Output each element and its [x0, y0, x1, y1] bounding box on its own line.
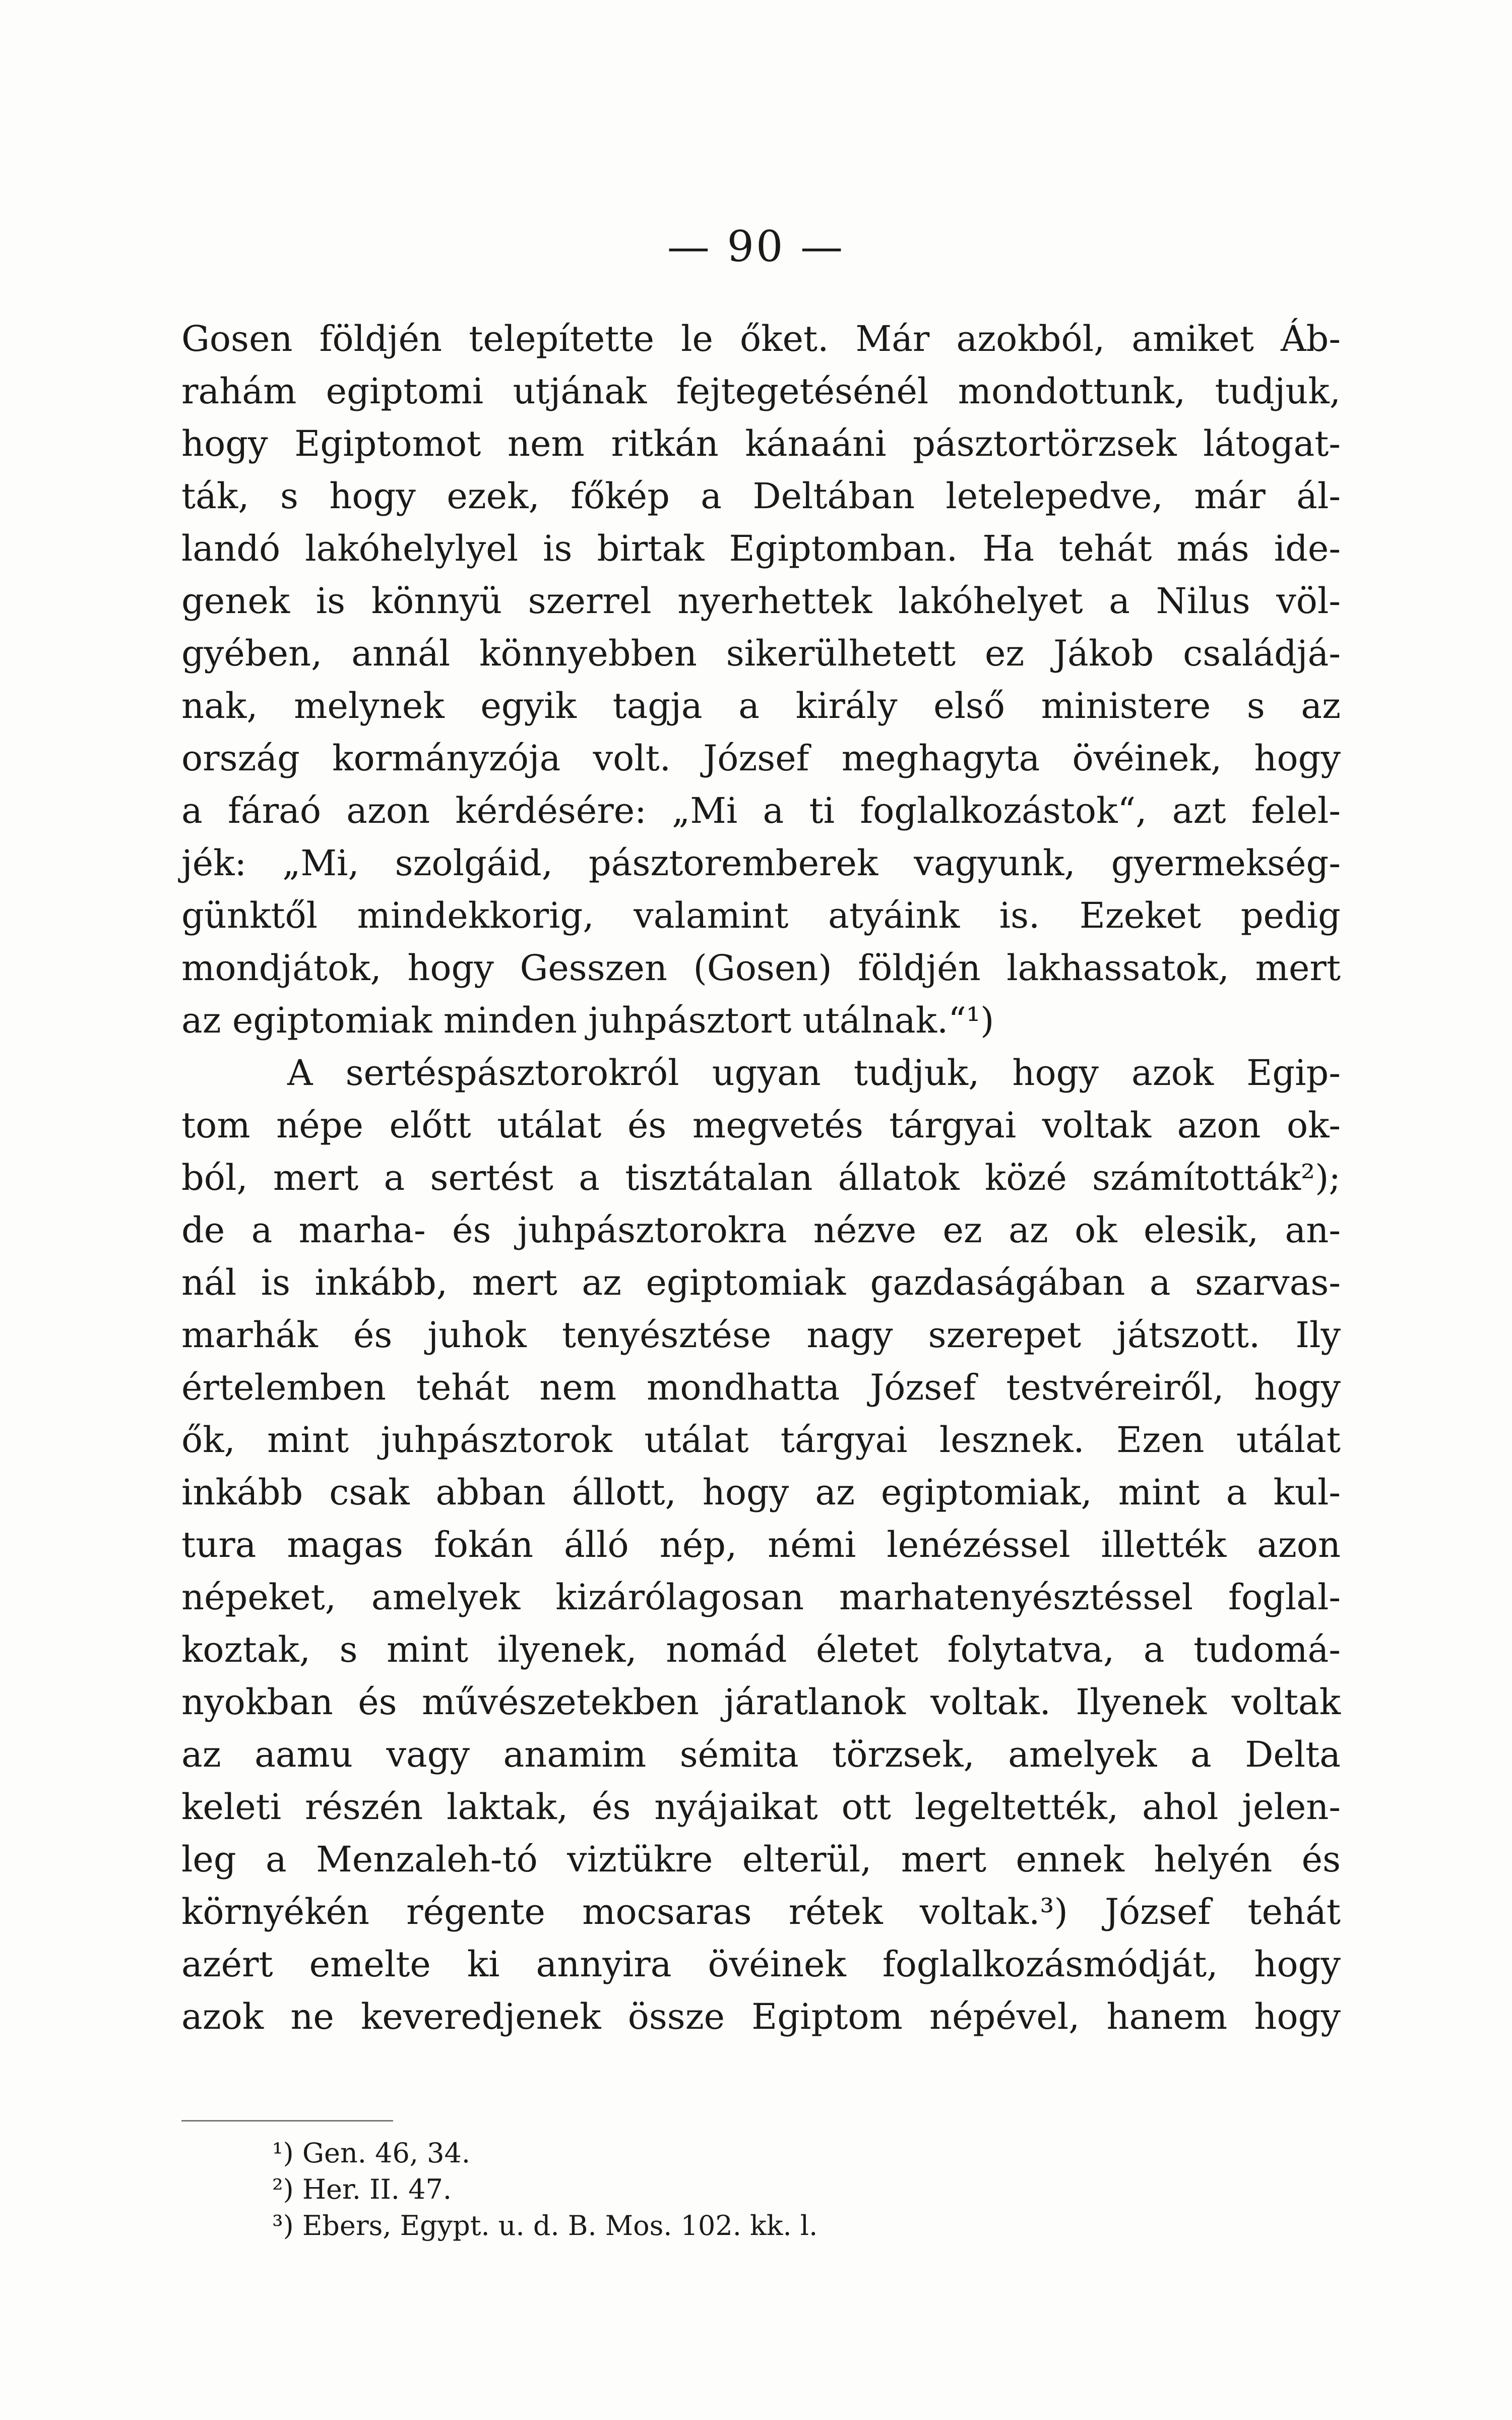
text-line: marhák és juhok tenyésztése nagy szerepet játszott. Ily — [181, 1314, 1341, 1356]
text-line: mondjátok, hogy Gesszen (Gosen) földjén lakhassatok, mert — [181, 947, 1341, 989]
footnote: ³) Ebers, Egypt. u. d. B. Mos. 102. kk. l. — [272, 2210, 818, 2242]
footnote: ²) Her. II. 47. — [272, 2173, 452, 2205]
text-line: ták, s hogy ezek, főkép a Deltában letelepedve, már ál- — [181, 475, 1341, 517]
text-line: günktől mindekkorig, valamint atyáink is. Ezeket pedig — [181, 895, 1341, 936]
page-number: — 90 — — [667, 222, 845, 271]
text-line: jék: „Mi, szolgáid, pásztoremberek vagyunk, gyermekség- — [181, 842, 1341, 884]
text-line: ból, mert a sertést a tisztátalan állatok közé számították²); — [181, 1157, 1341, 1198]
text-line: genek is könnyü szerrel nyerhettek lakóhelyet a Nilus völ- — [181, 580, 1341, 622]
text-line: az egiptomiak minden juhpásztort utálnak.“¹) — [181, 1000, 994, 1041]
footnote: ¹) Gen. 46, 34. — [272, 2137, 471, 2169]
text-line: nak, melynek egyik tagja a király első ministere s az — [181, 685, 1341, 727]
text-line: a fáraó azon kérdésére: „Mi a ti foglalkozástok“, azt felel- — [181, 790, 1341, 831]
text-line: azért emelte ki annyira övéinek foglalkozásmódját, hogy — [181, 1944, 1341, 1985]
text-line: az aamu vagy anamim sémita törzsek, amelyek a Delta — [181, 1734, 1341, 1775]
text-line: landó lakóhelylyel is birtak Egiptomban. Ha tehát más ide- — [181, 528, 1341, 569]
text-line: ők, mint juhpásztorok utálat tárgyai lesznek. Ezen utálat — [181, 1419, 1341, 1461]
text-line: tura magas fokán álló nép, némi lenézéssel illették azon — [181, 1524, 1341, 1565]
text-line: tom népe előtt utálat és megvetés tárgyai voltak azon ok- — [181, 1105, 1341, 1146]
text-line: A sertéspásztorokról ugyan tudjuk, hogy azok Egip- — [287, 1052, 1341, 1094]
text-line: értelemben tehát nem mondhatta József testvéreiről, hogy — [181, 1367, 1341, 1408]
text-line: azok ne keveredjenek össze Egiptom népével, hanem hogy — [181, 1996, 1341, 2037]
text-line: ország kormányzója volt. József meghagyta övéinek, hogy — [181, 738, 1341, 779]
text-line: keleti részén laktak, és nyájaikat ott legeltették, ahol jelen- — [181, 1786, 1341, 1828]
text-line: hogy Egiptomot nem ritkán kánaáni pásztortörzsek látogat- — [181, 423, 1341, 464]
text-line: leg a Menzaleh-tó viztükre elterül, mert ennek helyén és — [181, 1839, 1341, 1880]
footnotes — [272, 2135, 1179, 2244]
text-line: környékén régente mocsaras rétek voltak.³) József tehát — [181, 1891, 1341, 1932]
text-line: nyokban és művészetekben járatlanok voltak. Ilyenek voltak — [181, 1681, 1341, 1723]
body-text — [181, 313, 1341, 2043]
text-line: koztak, s mint ilyenek, nomád életet folytatva, a tudomá- — [181, 1629, 1341, 1670]
text-line: inkább csak abban állott, hogy az egiptomiak, mint a kul- — [181, 1472, 1341, 1513]
text-line: gyében, annál könnyebben sikerülhetett ez Jákob családjá- — [181, 633, 1341, 674]
text-line: Gosen földjén telepítette le őket. Már azokból, amiket Áb- — [181, 318, 1341, 359]
text-line: de a marha- és juhpásztorokra nézve ez az ok elesik, an- — [181, 1209, 1341, 1251]
text-line: nál is inkább, mert az egiptomiak gazdaságában a szarvas- — [181, 1262, 1341, 1303]
footnote-divider — [181, 2120, 393, 2122]
text-line: népeket, amelyek kizárólagosan marhatenyésztéssel foglal- — [181, 1577, 1341, 1618]
text-line: rahám egiptomi utjának fejtegetésénél mondottunk, tudjuk, — [181, 371, 1341, 412]
